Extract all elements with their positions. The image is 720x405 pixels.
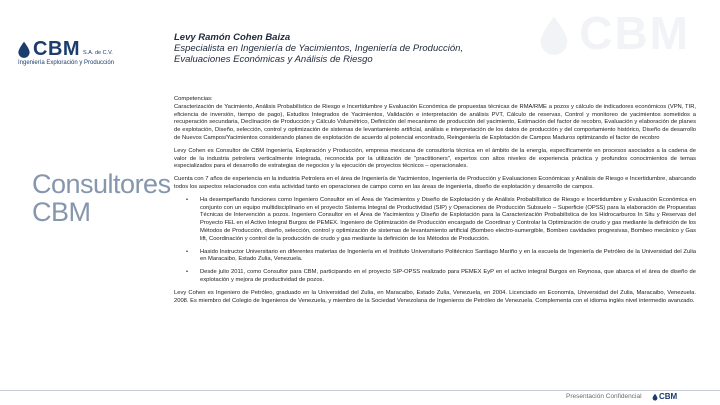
bullet-text: Desde julio 2011, como Consultor para CBM, participando en el proyecto SIP-OPSS realizado para PEMEX EyP en el activo integral Burgos en Reynosa, que abarca el el área de diseño de explotación y mejora de productividad de pozos.: [200, 269, 696, 283]
role-line-2: Evaluaciones Económicas y Análisis de Riesgo: [174, 54, 373, 65]
profile-body: [174, 96, 696, 310]
logo-suffix: S.A. de C.V.: [83, 50, 113, 56]
bullet-icon: •: [186, 248, 189, 255]
brand-line-1: Consultores: [32, 169, 171, 199]
bullet-icon: •: [186, 196, 189, 203]
footer-logo: [652, 392, 677, 401]
competencias-paragraph: [174, 96, 696, 143]
experience-paragraph: Cuenta con 7 años de experiencia en la industria Petrolera en el área de Ingeniería de Yacimientos, Ingeniería de Producción y Evaluaciones Económicas y Análisis de Riesgo e Incertidumbre, abarcando todos los aspectos relacionados con esta actividad tanto en operaciones de campo como en las áreas de ingeniería, diseño de explotación y desarrollo de campos.: [174, 176, 696, 190]
experience-bullets: [174, 197, 696, 285]
competencias-label: Competencias:: [174, 96, 213, 102]
oil-drop-icon: [652, 393, 658, 401]
logo-tagline: Ingeniería Exploración y Producción: [18, 60, 115, 66]
footer-confidential: Presentación Confidencial: [566, 393, 642, 400]
footer-logo-word: CBM: [659, 392, 678, 401]
bullet-text: Hasido Instructor Universitario en diferentes materias de Ingeniería en el Instituto Universitario Politécnico Santiago Mariño y en la escuela de Ingeniería de Petróleo de la Universidad del Zulia en Maracaibo, Estado Zulia, Venezuela.: [200, 248, 696, 263]
cbm-logo: [17, 40, 167, 66]
consultant-name: Levy Ramón Cohen Baiza: [174, 32, 291, 43]
company-paragraph: Levy Cohen es Consultor de CBM Ingeniería, Exploración y Producción, empresa mexicana de consultoría técnica en el ámbito de la energía, específicamente en procesos asociados a la cadena de valor de la industria petrolera verticalmente integrada, reconocida por la utilización de "practitioners", expertos con altos niveles de experiencia práctica y profundos conocimientos de temas especializados para el desarrollo de estrategias de negocios y la ejecución de proyectos técnicos – operacionales.: [174, 147, 696, 170]
brand-lockup: [32, 170, 171, 226]
bullet-icon: •: [186, 269, 189, 276]
oil-drop-icon: [17, 41, 31, 58]
competencias-text: Caracterización de Yacimiento, Análisis Probabilístico de Riesgo e Incertidumbre y Evaluación Económica de propuestas técnicas de RMA/RME a pozos y cálculo de indicadores económicos (VPN, TIR, eficiencia de inversión, tiempo de pago), Estudios Integrados de Yacimientos, Validación e interpretación de análisis PVT, Cálculo de reservas, Control y monitoreo de yacimientos sometidos a recuperación secundaria, Declinación de Producción y Cálculo Volumétrico, Definición del mecanismo de producción del yacimiento, Estimación del factor de recobro, Evaluación y elaboración de planes de explotación, Diseño, selección, control y optimización de sistemas de levantamiento artificial, análisis e interpretación de los datos de producción y del comportamiento histórico, Diseño de desarrollo de Nuevos Campos/Yacimientos considerando planes de explotación de acuerdo al potencial encontrado, Reingeniería de Explotación de Campos Maduros optimizando el factor de recobro: [174, 103, 696, 141]
footer-divider: [0, 390, 720, 391]
list-item: [174, 197, 696, 244]
logo-word: CBM: [33, 38, 81, 60]
role-line-1: Especialista en Ingeniería de Yacimientos, Ingeniería de Producción,: [174, 43, 464, 54]
profile-header: [174, 32, 694, 65]
watermark-text: CBM: [579, 7, 690, 59]
bullet-text: Ha desempeñando funciones como Ingeniero Consultor en el Área de Yacimientos y Diseño de Explotación y de Análisis Probabilístico de Riesgo e Incertidumbre y Evaluación Económica en conjunto con un equipo multidisciplinario en el proyecto Sistema Integral de Productividad (SIP) y Operaciones de Producción Subsuelo – Superficie (OPSS) para la elaboración de Propuestas Técnicas de Intervención a pozos. Ingeniero Consultor en el Área de Yacimientos y Diseño de Explotación para la Caracterización Probabilística de los Hidrocarburos In Situ y Reservas del Proyecto FEL en el Activo Integral Burgos de PEMEX. Ingeniero de Optimización de Producción encargado de Coordinar y Controlar la Optimización de crudo y gas mediante la definición de los Métodos de Producción, diseño, selección, control y optimización de sistemas de levantamiento artificial (Bombeo electro-sumergible, Bombeo cavidades progresivas, Bombeo mecánico y Gas lift, Coordinación y control de la producción de crudo y gas mediante la definición de los Métodos de Producción.: [200, 196, 697, 242]
brand-line-2: CBM: [32, 197, 91, 227]
education-paragraph: Levy Cohen es Ingeniero de Petróleo, graduado en la Universidad del Zulia, en Maracaibo, Estado Zulia, Venezuela, en 2004. Licenciado en Economía, Universidad del Zulia, Maracaibo, Venezuela. 2008. Es miembro del Colegio de Ingenieros de Venezuela, y miembro de la Sociedad Venezolana de Ingenieros de Petróleo de Venezuela. Complementa con el idioma inglés nivel intermedio avanzado.: [174, 289, 696, 304]
list-item: [174, 269, 696, 285]
list-item: [174, 249, 696, 265]
